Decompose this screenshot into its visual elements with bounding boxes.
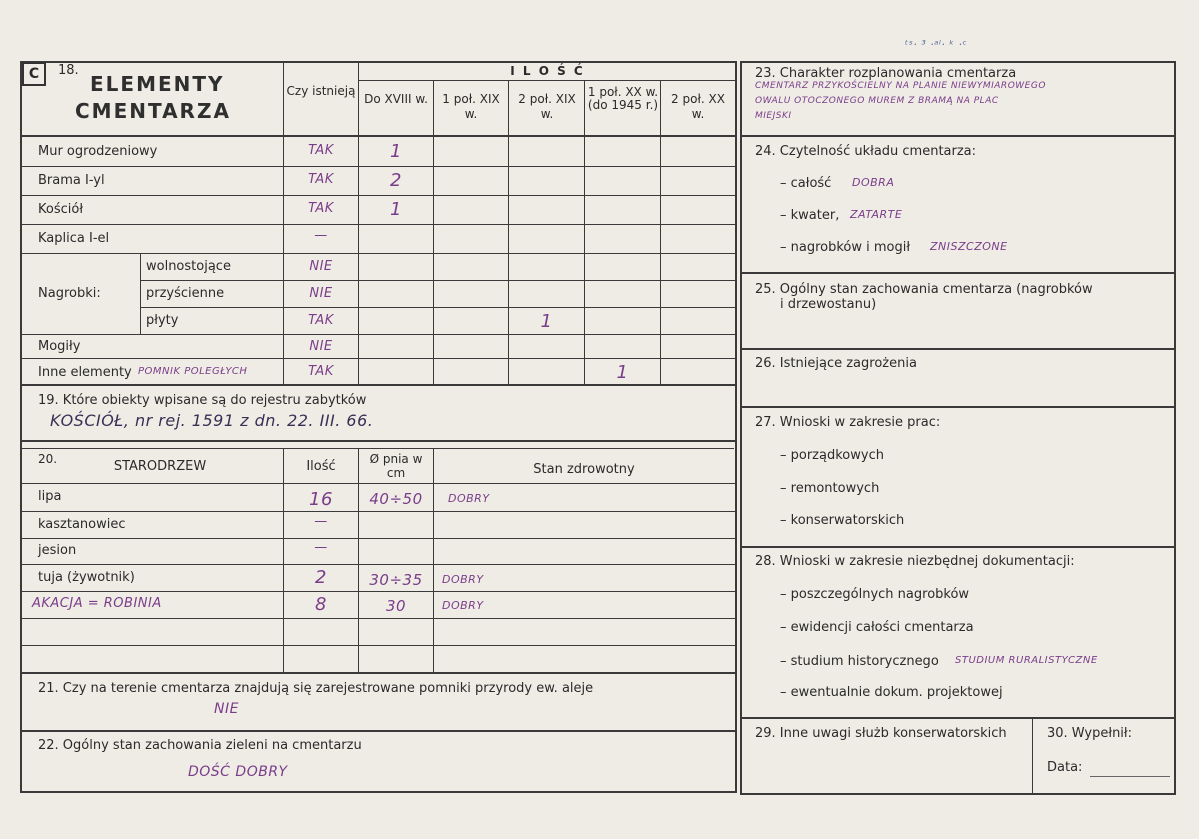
s28-label: 28. Wnioski w zakresie niezbędnej dokumentacji: [755,554,1075,569]
exists-wolnostojace: NIE [309,259,333,274]
s25-label-1: 25. Ogólny stan zachowania cmentarza (nagrobków [755,282,1093,297]
s22-label: 22. Ogólny stan zachowania zieleni na cmentarzu [38,738,362,753]
s20-num: 20. [38,452,58,466]
row-label-przyscienne: przyścienne [146,286,225,301]
exists-brama: TAK [308,172,334,187]
row-label-inne: Inne elementy [38,365,132,380]
row-label-plyty: płyty [146,313,179,328]
s27-item-3: – konserwatorskich [780,513,905,528]
tree-ilosc-jesion: — [314,540,328,555]
qty-plyty-2xix: 1 [540,311,553,332]
qty-brama-xviii: 2 [390,170,402,191]
tree-ilosc-kasztanowiec: — [314,514,328,529]
title-line2: CMENTARZA [75,99,231,123]
s24-nagrobkow-value: ZNISZCZONE [930,240,1008,253]
row-label-mogily: Mogiły [38,339,81,354]
section-number: 18. [58,63,79,78]
s28-item-1: – poszczególnych nagrobków [780,587,970,602]
s28-studium-value: STUDIUM RURALISTYCZNE [955,655,1098,666]
tree-ilosc-lipa: 16 [309,489,333,510]
s20-col-stan: Stan zdrowotny [533,462,635,477]
tree-ilosc-akacja: 8 [315,594,327,615]
qty-inne-1xx: 1 [616,362,629,383]
row-label-kosciol: Kościół [38,202,84,217]
row-label-wolnostojace: wolnostojące [146,259,231,274]
section-badge: C [22,62,46,86]
s24-calosc-label: – całość [780,176,832,191]
col-header-5: 2 poł. XX w. [671,92,725,121]
exists-kaplica: — [314,228,328,243]
s30-data-label: Data: [1047,760,1083,775]
title-line1: ELEMENTY [90,72,225,96]
s21-value: NIE [214,701,239,717]
s26-label: 26. Istniejące zagrożenia [755,356,917,371]
s23-value-3: MIEJSKI [755,111,792,121]
row-label-kaplica: Kaplica I-el [38,231,110,246]
s28-item-3: – studium historycznego [780,654,939,669]
tree-pnia-lipa: 40÷50 [369,490,423,508]
qty-mur-xviii: 1 [390,141,402,162]
s28-item-2: – ewidencji całości cmentarza [780,620,974,635]
tree-stan-tuja: DOBRY [442,573,484,586]
exists-mur: TAK [308,143,334,158]
s20-header: STARODRZEW [113,459,207,474]
col-header-3: 2 poł. XIX w. [518,92,576,121]
exists-przyscienne: NIE [309,286,333,301]
s25-label-2: i drzewostanu) [780,297,877,312]
s28-item-4: – ewentualnie dokum. projektowej [780,685,1003,700]
row-label-brama: Brama I-yl [38,173,105,188]
s23-label: 23. Charakter rozplanowania cmentarza [755,66,1017,81]
tree-name-kasztanowiec: kasztanowiec [38,517,126,532]
tree-name-akacja: AKACJA = ROBINIA [32,596,162,611]
s23-value-2: OWALU OTOCZONEGO MUREM Z BRAMĄ NA PLAC [755,96,999,106]
exists-mogily: NIE [309,339,333,354]
top-note: ᵗˢ· ³ ·ᵃˡ· ᵏ ·ᶜ [905,38,968,51]
s21-label: 21. Czy na terenie cmentarza znajdują się zarejestrowane pomniki przyrody ew. aleje [38,681,594,696]
s24-nagrobkow-label: – nagrobków i mogił [780,240,911,255]
col-czy-istnieja: Czy istnieją [286,84,356,98]
s27-label: 27. Wnioski w zakresie prac: [755,415,941,430]
s22-value: DOŚĆ DOBRY [188,764,288,780]
s24-kwater-value: ZATARTE [850,208,903,221]
tree-name-jesion: jesion [38,543,77,558]
s27-item-2: – remontowych [780,481,880,496]
row-label-nagrobki: Nagrobki: [38,286,101,301]
s24-kwater-label: – kwater, [780,208,840,223]
tree-stan-lipa: DOBRY [448,492,490,505]
s30-label: 30. Wypełnił: [1047,726,1132,741]
s19-label: 19. Które obiekty wpisane są do rejestru zabytków [38,393,367,408]
tree-pnia-tuja: 30÷35 [369,571,423,589]
col-ilosc: I L O Ś Ć [510,64,585,78]
qty-kosciol-xviii: 1 [390,199,402,220]
tree-name-tuja: tuja (żywotnik) [38,570,135,585]
inne-value: POMNIK POLEGŁYCH [138,366,248,377]
exists-plyty: TAK [308,313,334,328]
s24-label: 24. Czytelność układu cmentarza: [755,144,977,159]
s19-value: KOŚCIÓŁ, nr rej. 1591 z dn. 22. III. 66. [50,411,374,430]
tree-stan-akacja: DOBRY [442,599,484,612]
exists-kosciol: TAK [308,201,334,216]
tree-ilosc-tuja: 2 [315,567,327,588]
s29-label: 29. Inne uwagi służb konserwatorskich [755,726,1007,741]
row-label-mur: Mur ogrodzeniowy [38,144,158,159]
tree-pnia-akacja: 30 [385,597,407,615]
col-header-1: Do XVIII w. [364,92,428,106]
s27-item-1: – porządkowych [780,448,884,463]
s20-col-ilosc: Ilość [306,459,336,474]
s23-value-1: CMENTARZ PRZYKOŚCIELNY NA PLANIE NIEWYMIAROWEGO [755,81,1046,91]
col-header-2: 1 poł. XIX w. [442,92,500,121]
tree-name-lipa: lipa [38,489,62,504]
s20-col-pnia: Ø pnia w cm [369,452,423,480]
col-header-4: 1 poł. XX w. (do 1945 r.) [587,85,659,112]
s24-calosc-value: DOBRA [852,176,895,189]
exists-inne: TAK [308,364,334,379]
